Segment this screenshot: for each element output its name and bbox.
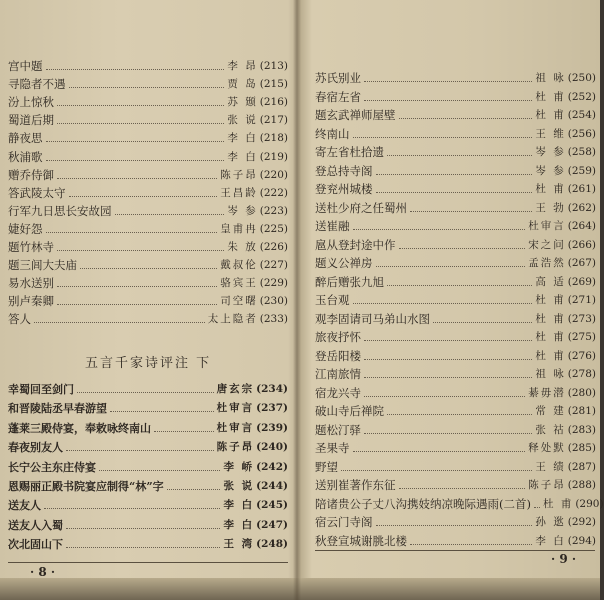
entry-author: 王 维 — [535, 127, 566, 140]
dot-leader — [364, 433, 532, 434]
right-folio: · 9 · — [551, 552, 577, 566]
toc-entry — [315, 181, 596, 198]
toc-entry — [315, 385, 596, 402]
entry-title: 登岳阳楼 — [315, 348, 361, 363]
dot-leader — [364, 396, 525, 397]
entry-author: 王 勃 — [535, 201, 566, 214]
entry-author: 岑 参 — [227, 204, 258, 217]
dot-leader — [46, 69, 225, 70]
dot-leader — [77, 392, 214, 393]
dot-leader — [410, 211, 532, 212]
entry-page-number: (283) — [567, 423, 596, 436]
toc-entry — [315, 163, 596, 180]
book-spine — [293, 0, 301, 600]
entry-author: 李 白 — [223, 518, 255, 531]
entry-author: 李 昂 — [227, 60, 258, 72]
entry-page-number: (252) — [567, 90, 596, 103]
section-heading: 五言千家诗评注 下 — [85, 356, 212, 371]
entry-author: 孙 逖 — [535, 516, 566, 528]
entry-author: 高 适 — [535, 275, 566, 288]
entry-title: 题义公禅房 — [315, 256, 373, 270]
entry-title: 题三闾大夫庙 — [8, 258, 77, 273]
toc-entry — [315, 89, 596, 106]
entry-page-number: (267) — [567, 257, 596, 269]
entry-page-number: (258) — [567, 146, 596, 158]
entry-page-number: (271) — [567, 294, 596, 306]
entry-page-number: (276) — [567, 349, 596, 362]
dot-leader — [353, 229, 526, 230]
entry-title: 蓬莱三殿侍宴，奉敕咏终南山 — [8, 421, 151, 435]
entry-page-number: (216) — [259, 96, 288, 109]
entry-author: 李 峤 — [223, 460, 255, 473]
entry-author: 杜审言 — [216, 402, 255, 415]
entry-page-number: (239) — [256, 421, 288, 434]
left-bottom-rule — [8, 562, 288, 563]
entry-title: 圣果寺 — [315, 441, 350, 455]
toc-entry — [315, 255, 596, 272]
entry-title: 登兖州城楼 — [315, 182, 373, 196]
toc-entry — [315, 459, 596, 476]
entry-page-number: (262) — [567, 201, 596, 214]
dot-leader — [433, 322, 532, 323]
toc-entry — [315, 440, 596, 457]
entry-page-number: (222) — [259, 186, 288, 199]
entry-author: 贾 岛 — [227, 78, 258, 91]
dot-leader — [66, 528, 220, 529]
entry-author: 戴叔伦 — [220, 259, 258, 272]
dot-leader — [534, 507, 540, 508]
entry-page-number: (234) — [256, 383, 288, 395]
entry-author: 祖 咏 — [535, 72, 566, 84]
dot-leader — [34, 322, 205, 323]
entry-page-number: (275) — [567, 331, 596, 343]
toc-entry — [8, 257, 288, 274]
toc-entry — [315, 403, 596, 420]
entry-page-number: (280) — [567, 386, 596, 399]
entry-title: 和晋陵陆丞早春游望 — [8, 402, 107, 416]
entry-page-number: (259) — [567, 164, 596, 177]
dot-leader — [387, 285, 532, 286]
dot-leader — [46, 141, 225, 142]
entry-title: 长宁公主东庄侍宴 — [8, 460, 96, 474]
entry-page-number: (285) — [567, 442, 596, 454]
dot-leader — [57, 178, 217, 179]
entry-page-number: (281) — [567, 405, 596, 417]
entry-page-number: (294) — [567, 534, 596, 547]
dot-leader — [115, 214, 225, 215]
dot-leader — [110, 411, 214, 412]
entry-author: 綦毋潜 — [528, 386, 566, 399]
dot-leader — [57, 105, 224, 106]
entry-author: 杜 甫 — [535, 331, 566, 343]
entry-title: 送别崔著作东征 — [315, 478, 396, 492]
entry-page-number: (288) — [567, 479, 596, 491]
entry-page-number: (227) — [259, 259, 288, 272]
toc-entry — [8, 459, 288, 476]
toc-entry — [8, 439, 288, 456]
entry-title: 行军九日思长安故园 — [8, 203, 112, 218]
entry-author: 王昌龄 — [220, 186, 258, 199]
entry-title: 破山寺后禅院 — [315, 404, 384, 418]
entry-title: 别卢秦卿 — [8, 294, 54, 309]
toc-entry — [315, 218, 596, 235]
dot-leader — [376, 525, 533, 526]
entry-title: 送杜少府之任蜀州 — [315, 200, 407, 215]
toc-entry — [315, 292, 596, 309]
dot-leader — [46, 232, 218, 233]
entry-page-number: (213) — [259, 60, 288, 72]
entry-title: 秋浦歌 — [8, 149, 43, 164]
dot-leader — [376, 266, 526, 267]
entry-page-number: (226) — [259, 241, 288, 253]
entry-author: 王 湾 — [223, 538, 255, 551]
entry-author: 岑 参 — [535, 164, 566, 177]
entry-page-number: (278) — [567, 368, 596, 380]
toc-entry — [8, 478, 288, 495]
toc-entry — [315, 200, 596, 217]
entry-author: 陈子昂 — [528, 479, 566, 491]
entry-page-number: (240) — [256, 441, 288, 454]
entry-author: 杜 甫 — [535, 90, 566, 103]
toc-entry — [8, 112, 288, 129]
entry-page-number: (292) — [567, 516, 596, 528]
toc-entry — [315, 496, 604, 513]
toc-entry — [8, 311, 288, 328]
dot-leader — [46, 160, 225, 161]
entry-title: 题玄武禅师屋壁 — [315, 108, 396, 122]
toc-entry — [315, 126, 596, 143]
entry-title: 婕好怨 — [8, 221, 43, 236]
toc-entry — [8, 293, 288, 310]
entry-page-number: (237) — [256, 402, 288, 415]
dot-leader — [80, 268, 217, 269]
entry-page-number: (217) — [259, 114, 288, 127]
entry-author: 李 白 — [535, 534, 566, 547]
dot-leader — [341, 470, 532, 471]
toc-entry — [315, 477, 596, 494]
entry-author: 杜审言 — [528, 220, 566, 232]
entry-title: 送友人入蜀 — [8, 518, 63, 532]
toc-entry — [315, 70, 596, 87]
toc-entry — [315, 274, 596, 291]
entry-author: 李 白 — [227, 150, 258, 163]
entry-author: 皇甫冉 — [220, 222, 258, 235]
entry-author: 李 白 — [223, 499, 255, 512]
entry-page-number: (245) — [256, 499, 288, 512]
entry-page-number: (225) — [259, 222, 288, 235]
entry-title: 题松汀驿 — [315, 422, 361, 437]
entry-title: 恩赐丽正殿书院宴应制得“林”字 — [8, 480, 164, 493]
entry-page-number: (244) — [256, 480, 288, 492]
entry-author: 杜 甫 — [542, 497, 574, 510]
dot-leader — [69, 196, 218, 197]
toc-entry — [315, 237, 596, 254]
dot-leader — [387, 414, 532, 415]
dot-leader — [399, 248, 526, 249]
entry-page-number: (269) — [567, 275, 596, 288]
toc-entry — [8, 167, 288, 184]
toc-entry — [8, 185, 288, 202]
toc-entry — [315, 366, 596, 383]
dot-leader — [410, 544, 532, 545]
entry-page-number: (223) — [259, 204, 288, 217]
dot-leader — [364, 359, 532, 360]
entry-title: 宿龙兴寺 — [315, 385, 361, 400]
entry-title: 观李固请司马弟山水图 — [315, 311, 430, 326]
entry-page-number: (219) — [259, 150, 288, 163]
dot-leader — [57, 250, 224, 251]
entry-title: 送友人 — [8, 499, 41, 513]
entry-title: 送崔融 — [315, 219, 350, 233]
entry-title: 宫中题 — [8, 59, 43, 73]
entry-title: 醉后赠张九旭 — [315, 274, 384, 289]
toc-entry — [8, 239, 288, 256]
entry-author: 孟浩然 — [528, 257, 566, 269]
entry-author: 张 说 — [223, 480, 255, 492]
dot-leader — [66, 450, 214, 451]
entry-author: 释处默 — [528, 442, 566, 454]
entry-page-number: (248) — [256, 538, 288, 551]
dot-leader — [387, 155, 532, 156]
toc-entry — [315, 329, 596, 346]
entry-title: 易水送别 — [8, 276, 54, 291]
entry-author: 陈子昂 — [220, 168, 258, 181]
entry-author: 杜 甫 — [535, 349, 566, 362]
entry-title: 扈从登封途中作 — [315, 237, 396, 252]
toc-entry — [8, 517, 288, 534]
entry-author: 常 建 — [535, 405, 566, 417]
entry-title: 玉台观 — [315, 293, 350, 307]
dot-leader — [353, 451, 526, 452]
toc-entry — [8, 76, 288, 93]
entry-title: 江南旅情 — [315, 367, 361, 381]
entry-title: 赠乔侍御 — [8, 167, 54, 182]
entry-page-number: (218) — [259, 132, 288, 145]
entry-page-number: (220) — [259, 168, 288, 181]
toc-entry — [315, 311, 596, 328]
dot-leader — [167, 489, 221, 490]
dot-leader — [364, 377, 532, 378]
entry-title: 题竹林寺 — [8, 240, 54, 254]
entry-title: 登总持寺阁 — [315, 163, 373, 178]
entry-title: 春宿左省 — [315, 89, 361, 104]
toc-entry — [8, 400, 288, 417]
entry-page-number: (242) — [256, 460, 288, 473]
toc-entry — [8, 149, 288, 166]
entry-author: 张 祜 — [535, 423, 566, 436]
entry-page-number: (256) — [567, 127, 596, 140]
toc-entry — [8, 203, 288, 220]
entry-author: 杜 甫 — [535, 183, 566, 195]
dot-leader — [364, 100, 532, 101]
entry-author: 祖 咏 — [535, 368, 566, 380]
entry-title: 寻隐者不遇 — [8, 77, 66, 92]
toc-entry — [8, 497, 288, 514]
toc-entry — [8, 58, 288, 75]
entry-page-number: (254) — [567, 109, 596, 121]
toc-entry — [315, 422, 596, 439]
toc-entry — [315, 514, 596, 531]
entry-title: 寄左省杜拾遗 — [315, 145, 384, 159]
entry-page-number: (230) — [259, 295, 288, 308]
dot-leader — [99, 470, 220, 471]
dot-leader — [57, 286, 217, 287]
entry-author: 岑 参 — [535, 146, 566, 158]
entry-title: 旅夜抒怀 — [315, 330, 361, 344]
left-folio: · 8 · — [30, 565, 56, 579]
entry-author: 李 白 — [227, 132, 258, 145]
dot-leader — [399, 118, 533, 119]
entry-page-number: (261) — [567, 183, 596, 195]
entry-author: 王 绩 — [535, 460, 566, 473]
entry-title: 终南山 — [315, 126, 350, 141]
entry-page-number: (233) — [259, 313, 288, 326]
entry-author: 太上隐者 — [207, 313, 258, 326]
toc-entry — [8, 275, 288, 292]
dot-leader — [353, 137, 533, 138]
entry-page-number: (250) — [567, 72, 596, 84]
entry-author: 杜 甫 — [535, 312, 566, 325]
entry-author: 杜 甫 — [535, 294, 566, 306]
entry-author: 唐玄宗 — [216, 383, 255, 395]
toc-entry — [315, 107, 596, 124]
dot-leader — [44, 508, 220, 509]
entry-page-number: (290) — [575, 497, 604, 510]
toc-entry — [315, 348, 596, 365]
entry-title: 蜀道后期 — [8, 113, 54, 128]
entry-title: 宿云门寺阁 — [315, 515, 373, 529]
entry-author: 宋之问 — [528, 238, 566, 251]
entry-title: 野望 — [315, 459, 338, 474]
entry-page-number: (247) — [256, 518, 288, 531]
entry-page-number: (287) — [567, 460, 596, 473]
entry-title: 汾上惊秋 — [8, 95, 54, 110]
toc-entry — [8, 130, 288, 147]
toc-entry — [8, 536, 288, 553]
dot-leader — [57, 304, 217, 305]
entry-author: 骆宾王 — [220, 277, 258, 290]
entry-title: 次北固山下 — [8, 538, 63, 552]
entry-title: 秋登宣城谢朓北楼 — [315, 533, 407, 548]
entry-title: 陪诸贵公子丈八沟携妓纳凉晚际遇雨(二首) — [315, 496, 531, 511]
right-bottom-rule — [315, 550, 595, 551]
toc-entry — [8, 381, 288, 398]
entry-author: 陈子昂 — [216, 441, 255, 454]
entry-author: 杜 甫 — [535, 109, 566, 121]
toc-entry — [8, 420, 288, 437]
toc-entry — [315, 533, 596, 550]
entry-title: 春夜别友人 — [8, 441, 63, 455]
toc-entry — [8, 94, 288, 111]
dot-leader — [69, 87, 225, 88]
entry-page-number: (266) — [567, 238, 596, 251]
entry-page-number: (273) — [567, 312, 596, 325]
toc-entry — [315, 144, 596, 161]
entry-title: 答武陵太守 — [8, 185, 66, 200]
entry-title: 静夜思 — [8, 131, 43, 146]
toc-entry — [8, 221, 288, 238]
entry-author: 朱 放 — [227, 241, 258, 253]
entry-title: 答人 — [8, 312, 31, 327]
entry-author: 苏 颋 — [227, 96, 258, 109]
entry-author: 司空曙 — [220, 295, 258, 308]
dot-leader — [57, 123, 224, 124]
dot-leader — [364, 340, 532, 341]
entry-title: 苏氏别业 — [315, 71, 361, 85]
entry-page-number: (264) — [567, 220, 596, 232]
entry-title: 幸蜀回至剑门 — [8, 383, 74, 396]
entry-author: 张 说 — [227, 114, 258, 127]
dot-leader — [399, 488, 526, 489]
dot-leader — [66, 547, 220, 548]
dot-leader — [376, 192, 533, 193]
dot-leader — [364, 81, 532, 82]
entry-page-number: (229) — [259, 277, 288, 290]
entry-author: 杜审言 — [216, 421, 255, 434]
dot-leader — [154, 431, 214, 432]
entry-page-number: (215) — [259, 78, 288, 91]
dot-leader — [353, 303, 533, 304]
dot-leader — [376, 174, 533, 175]
